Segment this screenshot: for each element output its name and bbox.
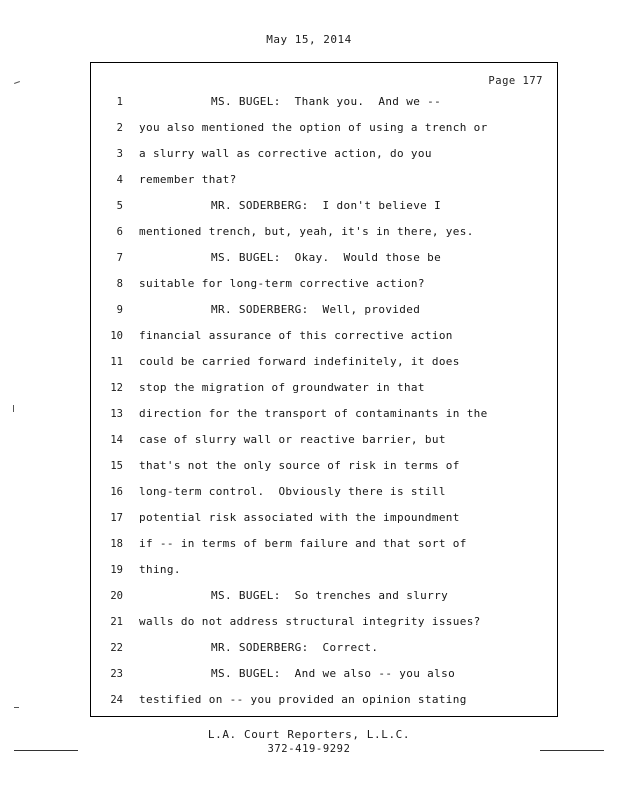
line-number: 24: [110, 694, 123, 706]
transcript-line: [91, 511, 557, 537]
transcript-line: [91, 121, 557, 147]
line-number: 17: [110, 512, 123, 524]
transcript-line: [91, 589, 557, 615]
reporter-company: L.A. Court Reporters, L.L.C.: [207, 728, 411, 741]
line-text: mentioned trench, but, yeah, it's in there, yes.: [139, 225, 474, 238]
line-number: 9: [116, 304, 123, 316]
line-number: 18: [110, 538, 123, 550]
line-text-content: MS. BUGEL: Thank you. And we --: [211, 95, 442, 108]
transcript-line: [91, 355, 557, 381]
line-number: 4: [116, 174, 123, 186]
line-number: 10: [110, 330, 123, 342]
line-text-content: MS. BUGEL: So trenches and slurry: [211, 589, 449, 602]
line-number: 12: [110, 382, 123, 394]
page-number: Page 177: [488, 75, 543, 87]
line-text: [123, 251, 441, 264]
transcript-line: [91, 277, 557, 303]
line-number: 6: [116, 226, 123, 238]
line-text: testified on -- you provided an opinion stating: [139, 693, 467, 706]
line-number: 14: [110, 434, 123, 446]
line-text: [123, 667, 455, 680]
transcript-line: [91, 407, 557, 433]
date-header: May 15, 2014: [266, 33, 352, 46]
transcript-line: [91, 641, 557, 667]
line-text: long-term control. Obviously there is still: [139, 485, 446, 498]
line-number: 8: [116, 278, 123, 290]
line-number: 16: [110, 486, 123, 498]
line-text: a slurry wall as corrective action, do you: [139, 147, 432, 160]
line-text: if -- in terms of berm failure and that sort of: [139, 537, 467, 550]
transcript-line: [91, 225, 557, 251]
transcript-line: [91, 615, 557, 641]
line-text: [123, 95, 441, 108]
line-number: 2: [116, 122, 123, 134]
line-number: 13: [110, 408, 123, 420]
transcript-lines: [91, 95, 557, 719]
line-text: thing.: [139, 563, 181, 576]
line-text: that's not the only source of risk in terms of: [139, 459, 460, 472]
line-text-content: MS. BUGEL: And we also -- you also: [211, 667, 456, 680]
line-text: [123, 303, 420, 316]
line-text: potential risk associated with the impoundment: [139, 511, 460, 524]
reporter-phone: 372-419-9292: [267, 743, 351, 755]
transcript-line: [91, 199, 557, 225]
line-text: you also mentioned the option of using a trench or: [139, 121, 488, 134]
line-text: [123, 199, 441, 212]
transcript-line: [91, 95, 557, 121]
line-number: 1: [116, 96, 123, 108]
line-text-content: MS. BUGEL: Okay. Would those be: [211, 251, 442, 264]
line-text: walls do not address structural integrity issues?: [139, 615, 481, 628]
transcript-line: [91, 693, 557, 719]
transcript-line: [91, 563, 557, 589]
line-text: [123, 641, 378, 654]
transcript-line: [91, 329, 557, 355]
line-text: remember that?: [139, 173, 237, 186]
line-text: case of slurry wall or reactive barrier, but: [139, 433, 446, 446]
line-number: 22: [110, 642, 123, 654]
page-footer: [0, 728, 618, 755]
footer-rule-left: [14, 750, 78, 751]
transcript-line: [91, 485, 557, 511]
line-text: could be carried forward indefinitely, it does: [139, 355, 460, 368]
line-number: 5: [116, 200, 123, 212]
line-number: 7: [116, 252, 123, 264]
line-text-content: MR. SODERBERG: Well, provided: [211, 303, 421, 316]
transcript-line: [91, 173, 557, 199]
line-text: financial assurance of this corrective action: [139, 329, 453, 342]
transcript-line: [91, 147, 557, 173]
line-text-content: MR. SODERBERG: I don't believe I: [211, 199, 442, 212]
line-text-content: MR. SODERBERG: Correct.: [211, 641, 379, 654]
transcript-line: [91, 537, 557, 563]
scan-artifact: [14, 707, 19, 708]
line-number: 20: [110, 590, 123, 602]
line-text: suitable for long-term corrective action?: [139, 277, 425, 290]
line-text: stop the migration of groundwater in that: [139, 381, 425, 394]
transcript-line: [91, 303, 557, 329]
transcript-line: [91, 381, 557, 407]
transcript-body: [90, 62, 558, 717]
transcript-line: [91, 433, 557, 459]
line-number: 15: [110, 460, 123, 472]
line-text: direction for the transport of contaminants in the: [139, 407, 488, 420]
line-number: 19: [110, 564, 123, 576]
line-number: 21: [110, 616, 123, 628]
line-text: [123, 589, 448, 602]
line-number: 23: [110, 668, 123, 680]
scan-artifact: [14, 81, 20, 84]
line-number: 11: [110, 356, 123, 368]
line-number: 3: [116, 148, 123, 160]
scan-artifact: [13, 405, 14, 412]
footer-rule-right: [540, 750, 604, 751]
transcript-line: [91, 459, 557, 485]
transcript-line: [91, 667, 557, 693]
transcript-line: [91, 251, 557, 277]
